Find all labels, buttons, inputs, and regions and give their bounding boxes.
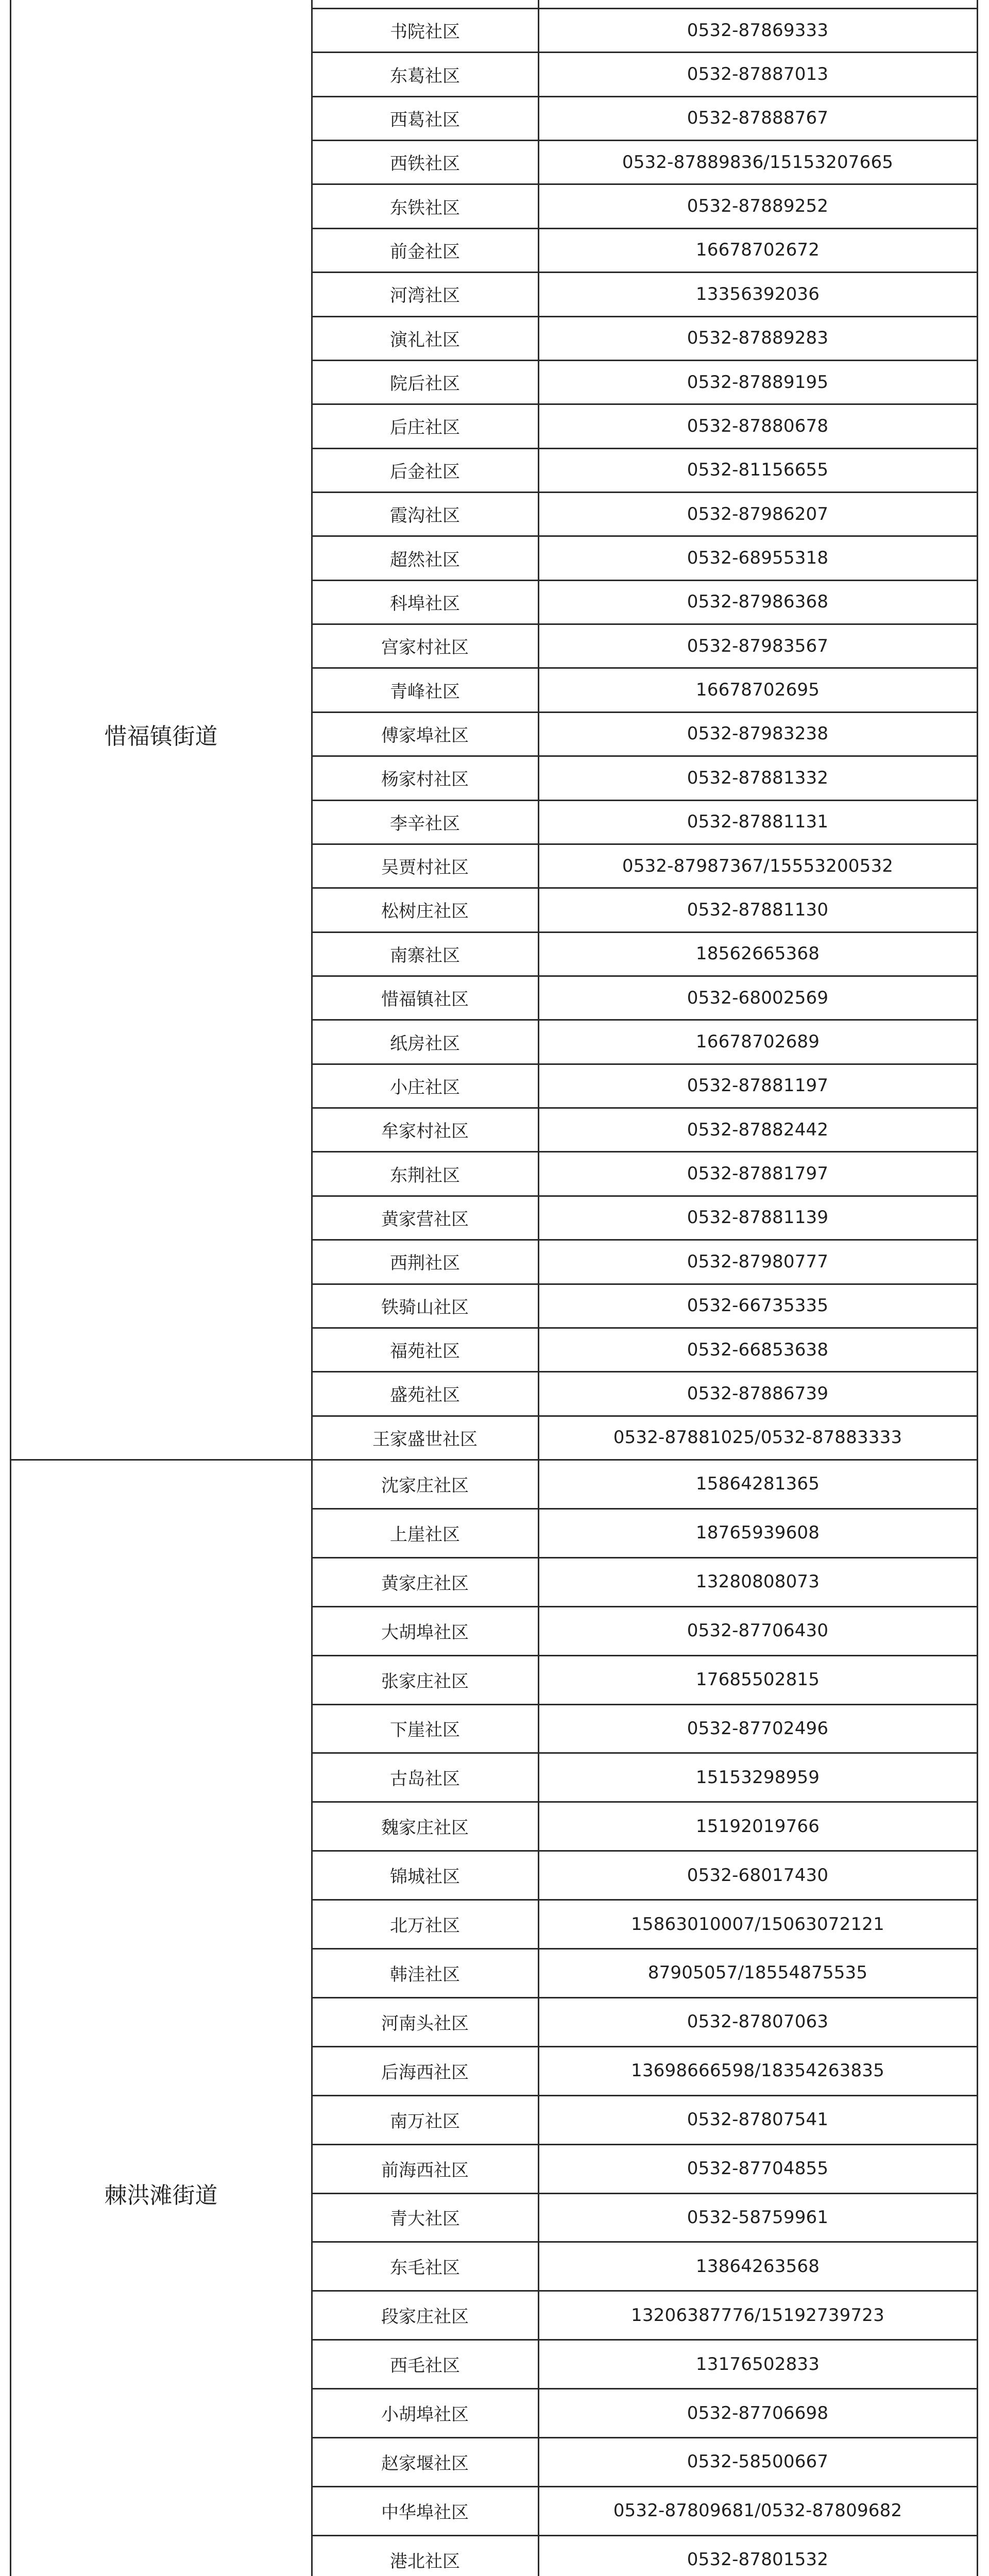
community-name-cell: 青峰社区 (390, 681, 460, 702)
community-name-cell: 大胡埠社区 (381, 1622, 469, 1643)
community-name-cell: 北万社区 (390, 1916, 460, 1937)
community-name-cell: 东铁社区 (390, 197, 460, 218)
community-name-cell: 西毛社区 (390, 2355, 460, 2377)
phone-number-cell: 0532-87881131 (687, 811, 829, 833)
community-name-cell: 青大社区 (390, 2209, 460, 2230)
community-name-cell: 南寨社区 (390, 945, 460, 966)
community-name-cell: 西铁社区 (390, 154, 460, 175)
phone-number-cell: 0532-87809681/0532-87809682 (613, 2500, 902, 2521)
community-name-cell: 演礼社区 (390, 329, 460, 350)
phone-number-cell: 18562665368 (695, 943, 820, 964)
community-name-cell: 河湾社区 (390, 285, 460, 307)
community-name-cell: 霞沟社区 (390, 505, 460, 527)
phone-number-cell: 0532-87807063 (687, 2011, 829, 2032)
phone-number-cell: 0532-87888767 (687, 108, 829, 129)
phone-number-cell: 0532-87987367/15553200532 (622, 855, 894, 876)
phone-number-cell: 15153298959 (695, 1767, 820, 1788)
community-name-cell: 后金社区 (390, 461, 460, 482)
community-name-cell: 吴贾村社区 (381, 857, 469, 878)
phone-number-cell: 0532-81156655 (687, 460, 829, 481)
community-name-cell: 书院社区 (390, 22, 460, 43)
community-name-cell: 沈家庄社区 (381, 1475, 469, 1496)
community-name-cell: 小庄社区 (390, 1077, 460, 1098)
phone-number-cell: 0532-58759961 (687, 2207, 829, 2228)
phone-number-cell: 0532-87881197 (687, 1075, 829, 1096)
phone-number-cell: 0532-87801532 (687, 2549, 829, 2570)
phone-number-cell: 0532-87986368 (687, 591, 829, 613)
phone-number-cell: 0532-87980777 (687, 1251, 829, 1272)
community-name-cell: 港北社区 (390, 2551, 460, 2572)
community-name-cell: 西葛社区 (390, 109, 460, 130)
community-name-cell: 赵家堰社区 (381, 2453, 469, 2474)
phone-number-cell: 0532-68955318 (687, 548, 829, 569)
phone-number-cell: 0532-87880678 (687, 415, 829, 436)
phone-number-cell: 13864263568 (695, 2256, 820, 2277)
phone-number-cell: 0532-87881139 (687, 1207, 829, 1228)
community-name-cell: 前海西社区 (381, 2160, 469, 2181)
phone-number-cell: 0532-87706698 (687, 2402, 829, 2424)
community-name-cell: 傅家埠社区 (381, 725, 469, 746)
community-name-cell: 中华埠社区 (381, 2502, 469, 2523)
phone-number-cell: 0532-87881332 (687, 767, 829, 788)
phone-number-cell: 13176502833 (695, 2353, 820, 2375)
phone-number-cell: 0532-87983567 (687, 635, 829, 656)
phone-number-cell: 0532-87886739 (687, 1383, 829, 1404)
community-name-cell: 下崖社区 (390, 1720, 460, 1741)
phone-number-cell: 0532-68017430 (687, 1865, 829, 1886)
phone-number-cell: 0532-87986207 (687, 503, 829, 524)
community-name-cell: 段家庄社区 (381, 2307, 469, 2328)
phone-number-cell: 13356392036 (695, 283, 820, 304)
phone-number-cell: 17685502815 (695, 1669, 820, 1690)
community-name-cell: 东毛社区 (390, 2258, 460, 2279)
community-name-cell: 南万社区 (390, 2111, 460, 2132)
community-name-cell: 后庄社区 (390, 417, 460, 438)
community-name-cell: 小胡埠社区 (381, 2404, 469, 2426)
community-name-cell: 惜福镇社区 (381, 989, 469, 1010)
community-name-cell: 上崖社区 (390, 1524, 460, 1545)
community-name-cell: 李辛社区 (390, 813, 460, 834)
phone-number-cell: 0532-87704855 (687, 2158, 829, 2179)
community-name-cell: 牟家村社区 (381, 1121, 469, 1142)
community-name-cell: 院后社区 (390, 374, 460, 395)
community-name-cell: 科埠社区 (390, 593, 460, 614)
community-name-cell: 黄家营社区 (381, 1209, 469, 1230)
phone-number-cell: 87905057/18554875535 (647, 1962, 868, 1984)
phone-number-cell: 0532-87706430 (687, 1620, 829, 1641)
phone-number-cell: 0532-66853638 (687, 1339, 829, 1360)
phone-number-cell: 15863010007/15063072121 (631, 1913, 884, 1935)
community-name-cell: 张家庄社区 (381, 1671, 469, 1692)
street-name-cell: 惜福镇街道 (104, 723, 218, 750)
phone-number-cell: 0532-66735335 (687, 1295, 829, 1316)
community-name-cell: 盛苑社区 (390, 1385, 460, 1406)
phone-number-cell: 0532-87881130 (687, 899, 829, 920)
phone-number-cell: 16678702689 (695, 1031, 820, 1053)
community-name-cell: 福苑社区 (390, 1341, 460, 1362)
community-name-cell: 超然社区 (390, 549, 460, 570)
street-name-cell: 棘洪滩街道 (104, 2182, 218, 2209)
phone-number-cell: 0532-87882442 (687, 1119, 829, 1140)
phone-number-cell: 0532-87881025/0532-87883333 (613, 1427, 902, 1448)
community-name-cell: 韩洼社区 (390, 1964, 460, 1985)
community-name-cell: 杨家村社区 (381, 769, 469, 790)
phone-number-cell: 0532-87889836/15153207665 (622, 151, 894, 173)
community-name-cell: 魏家庄社区 (381, 1818, 469, 1839)
phone-number-cell: 16678702672 (695, 240, 820, 261)
community-name-cell: 宫家村社区 (381, 637, 469, 658)
community-name-cell: 纸房社区 (390, 1033, 460, 1054)
phone-number-cell: 16678702695 (695, 680, 820, 701)
community-name-cell: 王家盛世社区 (372, 1429, 478, 1450)
phone-number-cell: 15864281365 (695, 1473, 820, 1495)
phone-number-cell: 0532-68002569 (687, 987, 829, 1008)
phone-number-cell: 13206387776/15192739723 (631, 2304, 884, 2326)
community-name-cell: 古岛社区 (390, 1769, 460, 1790)
community-name-cell: 黄家庄社区 (381, 1573, 469, 1594)
phone-number-cell: 0532-87889195 (687, 371, 829, 393)
community-name-cell: 西荆社区 (390, 1253, 460, 1274)
phone-number-cell: 18765939608 (695, 1522, 820, 1544)
phone-number-cell: 0532-87887013 (687, 64, 829, 85)
community-name-cell: 铁骑山社区 (381, 1297, 469, 1318)
phone-number-cell: 0532-87889252 (687, 196, 829, 217)
phone-number-cell: 0532-87869333 (687, 20, 829, 41)
phone-number-cell: 0532-87983238 (687, 723, 829, 744)
phone-number-cell: 15192019766 (695, 1816, 820, 1837)
community-name-cell: 东荆社区 (390, 1165, 460, 1186)
phone-number-cell: 0532-87807541 (687, 2109, 829, 2130)
phone-number-cell: 0532-58500667 (687, 2451, 829, 2472)
community-name-cell: 河南头社区 (381, 2013, 469, 2034)
community-name-cell: 前金社区 (390, 241, 460, 262)
phone-number-cell: 0532-87702496 (687, 1718, 829, 1739)
phone-number-cell: 13698666598/18354263835 (631, 2060, 884, 2081)
phone-number-cell: 13280808073 (695, 1571, 820, 1592)
community-name-cell: 后海西社区 (381, 2062, 469, 2083)
phone-number-cell: 0532-87889283 (687, 328, 829, 349)
community-name-cell: 锦城社区 (390, 1867, 460, 1888)
community-name-cell: 东葛社区 (390, 65, 460, 87)
community-name-cell: 松树庄社区 (381, 901, 469, 922)
phone-number-cell: 0532-87881797 (687, 1163, 829, 1184)
